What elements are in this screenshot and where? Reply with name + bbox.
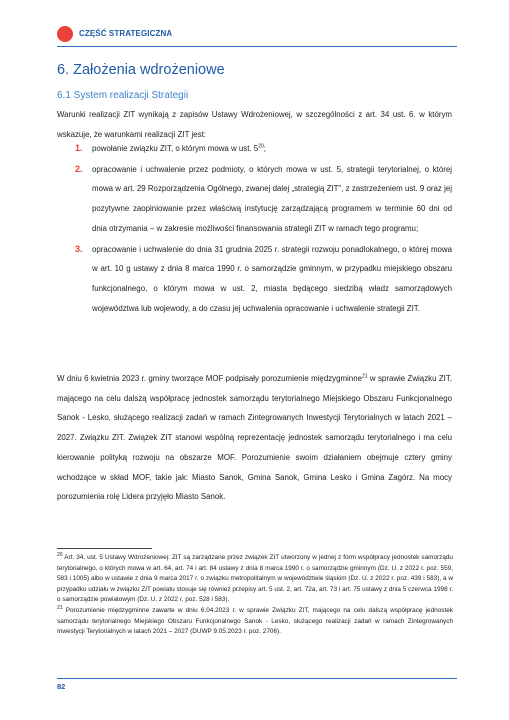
list-item — [57, 139, 452, 159]
footnote-separator — [57, 548, 152, 549]
header-divider — [57, 46, 457, 47]
list-number: 1. — [75, 143, 83, 153]
list-text: powołanie związku ZIT, o którym mowa w ust. 5 — [92, 144, 259, 153]
list-number: 3. — [75, 243, 83, 254]
section-label: CZĘŚĆ STRATEGICZNA — [79, 29, 173, 38]
page-number: 82 — [57, 682, 66, 691]
red-circle-icon — [57, 26, 73, 42]
footnote-text: Art. 34. ust. 5 Ustawy Wdrożeniowej: ZIT są zarządzane przez związek ZIT utworzony w jednej z form współpracy jednostek samorządu terytorialnego, o których mowa w art. 64, art. 74 i art. 84 ustawy z dnia 8 marca 1990 r. o samorządzie gminnym (Dz. U. z 2022 r. poz. 559, 583 i 1005) albo w ustawie z dnia 9 marca 2017 r. o związku metropolitalnym w województwie śląskim (Dz. U. z 2022 r. poz. 439 i 583), a w przypadku udziału w związku ZIT powiatu stosuje się również przepisy art. 5 ust. 2, art. 72a, art. 73 i art. 75 ustawy z dnia 5 czerwca 1998 r. o samorządzie powiatowym (Dz. U. z 2022 r. poz. 528 i 583). — [57, 554, 453, 604]
footnote-ref[interactable]: 21 — [361, 373, 368, 380]
footnote-number: 21 — [57, 604, 63, 611]
footnotes — [57, 553, 453, 638]
intro-paragraph: Warunki realizacji ZIT wynikają z zapisów Ustawy Wdrożeniowej, w szczególności z art. 34 ust. 6. w którym wskazuje, że warunkami realizacji ZIT jest: — [57, 110, 452, 139]
list-text-end: ; — [263, 144, 266, 153]
list-number: 2. — [75, 163, 83, 174]
footnote-number: 20 — [57, 551, 63, 558]
subsection-title: 6.1 System realizacji Strategii — [57, 90, 189, 101]
page-header — [57, 24, 457, 46]
list-text: opracowanie i uchwalenie przez podmioty, o których mowa w ust. 5, strategii terytorialnej, o której mowa w art. 29 Rozporządzenia Ogólnego, zwanej dalej „strategią ZIT", z zastrzeżeniem ust. 9 oraz jej pozytywne zaopiniowanie przez właściwą instytucję zarządzającą programem w terminie 60 dni od dnia otrzymania – w zakresie możliwości finansowania strategii ZIT w ramach tego programu; — [92, 164, 452, 233]
paragraph-text: W dniu 6 kwietnia 2023 r. gminy tworzące MOF podpisały porozumienie międzygminne — [57, 374, 362, 383]
paragraph-text: w sprawie Związku ZIT, mającego na celu dalszą współpracę jednostek samorządu terytorialnego Miejskiego Obszaru Funkcjonalnego Sanok - Lesko, służącego realizacji zadań w ramach Zintegrowanych Inwestycji Terytorialnych w latach 2021 – 2027. Związku ZIT. Związek ZIT stanowi wspólną reprezentację jednostek samorządu terytorialnego i ma celu kierowanie polityką rozwoju na obszarze MOF. Porozumienie swoim działaniem obejmuje cztery gminy wchodzące w skład MOF, takie jak: Miasto Sanok, Gmina Sanok, Gmina Lesko i Gmina Zagórz. Na mocy porozumienia rolę Lidera przyjęło Miasto Sanok. — [57, 374, 452, 502]
footnote-text: Porozumienie międzygminne zawarte w dniu 6.04.2023 r. w sprawie Związku ZIT, mającego na celu dalszą współpracę jednostek samorządu terytorialnego Miejskiego Obszaru Funkcjonalnego Sanok - Lesko, służącego realizacji zadań w ramach Zintegrowanych Inwestycji Terytorialnych w latach 2021 – 2027 (DUWP 9.05.2023 r. poz. 2706). — [57, 606, 453, 636]
footnote — [57, 606, 453, 638]
footnote — [57, 553, 453, 606]
list-item — [57, 160, 452, 239]
conditions-list — [57, 139, 452, 318]
footer-divider — [57, 678, 457, 679]
list-item — [57, 240, 452, 319]
footnote-ref[interactable]: 20 — [258, 143, 264, 150]
list-text: opracowanie i uchwalenie do dnia 31 grudnia 2025 r. strategii rozwoju ponadlokalnego, o której mowa w art. 10 g ustawy z dnia 8 marca 1990 r. o samorządzie gminnym, w przypadku miejskiego obszaru funkcjonalnego, o którym mowa w ust. 2, miasta będącego siedzibą władz samorządowych województwa lub wojewody, a do czasu jej uchwalenia opracowanie i uchwalenie strategii ZIT. — [92, 244, 452, 313]
chapter-title: 6. Założenia wdrożeniowe — [57, 62, 225, 78]
agreement-paragraph — [57, 369, 452, 507]
